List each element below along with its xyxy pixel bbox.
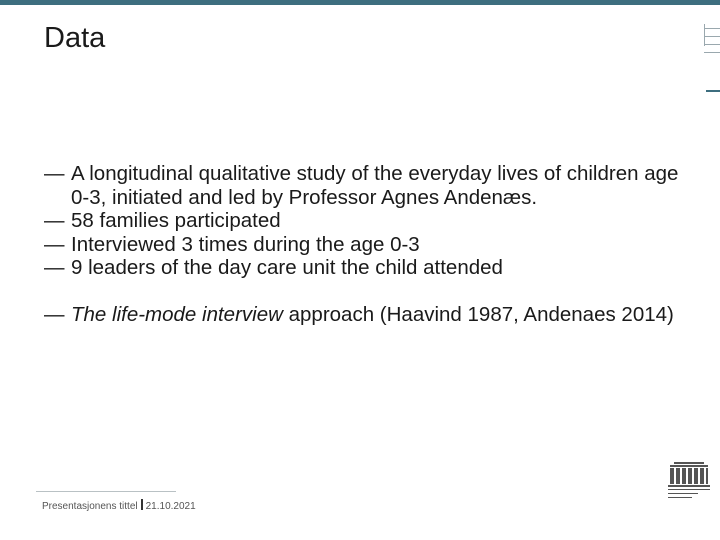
bullet-text: 58 families participated <box>71 209 281 232</box>
institution-logo <box>666 460 712 506</box>
bullet-item <box>44 233 684 257</box>
footer-separator <box>141 499 143 510</box>
bullet-dash: — <box>44 232 65 256</box>
bullet-text: 9 leaders of the day care unit the child attended <box>71 256 503 279</box>
corner-logo-lines <box>704 24 720 94</box>
footer-date: 21.10.2021 <box>145 501 196 512</box>
bullet-list <box>44 162 684 326</box>
bullet-item <box>44 209 684 233</box>
footer-rule <box>36 491 176 492</box>
bullet-text: A longitudinal qualitative study of the everyday lives of children age 0-3, initiated and led by Professor Agnes Andenæs. <box>71 162 679 209</box>
corner-accent-line <box>706 90 720 92</box>
slide-title: Data <box>44 22 106 54</box>
bullet-item <box>44 256 684 280</box>
approach-bullet <box>44 303 684 327</box>
bullet-text: Interviewed 3 times during the age 0-3 <box>71 232 420 256</box>
bullet-dash: — <box>44 162 65 185</box>
top-accent-bar <box>0 0 720 5</box>
bullet-dash: — <box>44 209 65 232</box>
approach-italic-text: The life-mode interview <box>71 302 283 326</box>
slide-footer <box>36 491 216 515</box>
bullet-dash: — <box>44 302 65 326</box>
footer-presentation-title: Presentasjonens tittel <box>42 501 138 512</box>
bullet-dash: — <box>44 256 65 279</box>
footer-text <box>42 499 196 512</box>
bullet-item <box>44 162 684 209</box>
approach-text: approach (Haavind 1987, Andenaes 2014) <box>282 302 674 326</box>
